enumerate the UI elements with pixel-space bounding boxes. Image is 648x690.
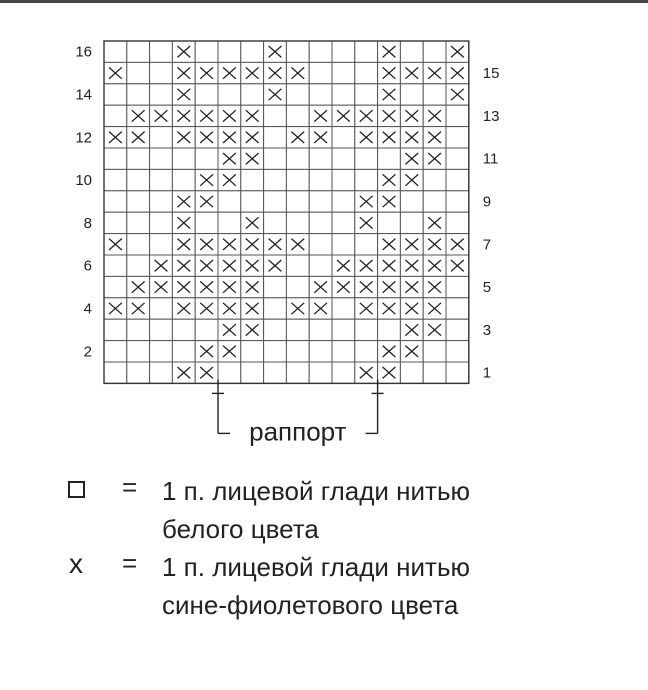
- row-number-right: 11: [482, 150, 499, 168]
- legend-equals: =: [122, 548, 138, 578]
- chart-cell: [127, 319, 150, 340]
- chart-cell: [150, 127, 173, 148]
- row-number-left: 16: [75, 43, 92, 61]
- chart-cell: [218, 41, 241, 62]
- chart-cell: [264, 298, 287, 319]
- chart-cell: [286, 255, 309, 276]
- chart-cell: [332, 169, 355, 190]
- chart-cell: [150, 362, 173, 383]
- chart-cell: [309, 41, 332, 62]
- chart-cell: [355, 341, 378, 362]
- chart-cell: [446, 362, 469, 383]
- chart-cell: [309, 319, 332, 340]
- row-number-left: 6: [83, 257, 92, 275]
- row-number-right: 15: [482, 65, 500, 83]
- chart-cell: [195, 41, 218, 62]
- chart-cell: [104, 105, 127, 126]
- chart-cell: [400, 84, 423, 105]
- chart-cell: [355, 148, 378, 169]
- chart-cell: [150, 234, 173, 255]
- legend-item-blue: [66, 548, 626, 628]
- chart-cell: [286, 105, 309, 126]
- chart-cell: [423, 341, 446, 362]
- row-number-right: 9: [482, 193, 492, 211]
- chart-cell: [241, 341, 264, 362]
- chart-cell: [104, 341, 127, 362]
- chart-cell: [150, 212, 173, 233]
- row-number-left: 14: [75, 86, 92, 104]
- chart-cell: [286, 212, 309, 233]
- chart-cell: [264, 127, 287, 148]
- chart-cell: [309, 255, 332, 276]
- square-symbol-icon: [66, 472, 106, 505]
- chart-cell: [218, 191, 241, 212]
- chart-cell: [195, 212, 218, 233]
- chart-cell: [286, 41, 309, 62]
- legend-line-1: 1 п. лицевой глади нитью: [162, 476, 470, 506]
- chart-cell: [127, 169, 150, 190]
- chart-cell: [172, 319, 195, 340]
- chart-cell: [127, 84, 150, 105]
- chart-cell: [150, 62, 173, 83]
- chart-cell: [104, 148, 127, 169]
- chart-cell: [264, 341, 287, 362]
- chart-cell: [332, 191, 355, 212]
- chart-cell: [104, 212, 127, 233]
- chart-cell: [446, 148, 469, 169]
- chart-cell: [446, 191, 469, 212]
- chart-cell: [104, 276, 127, 297]
- chart-cell: [446, 276, 469, 297]
- chart-cell: [309, 341, 332, 362]
- chart-cell: [172, 341, 195, 362]
- chart-cell: [195, 84, 218, 105]
- chart-cell: [446, 319, 469, 340]
- legend-line-1: 1 п. лицевой глади нитью: [162, 552, 470, 582]
- chart-cell: [241, 362, 264, 383]
- chart-cell: [104, 169, 127, 190]
- chart-cell: [127, 191, 150, 212]
- chart-cell: [241, 41, 264, 62]
- chart-cell: [378, 148, 401, 169]
- chart-cell: [264, 362, 287, 383]
- chart-cell: [241, 84, 264, 105]
- chart-cell: [241, 191, 264, 212]
- chart-cell: [104, 191, 127, 212]
- chart-cell: [423, 41, 446, 62]
- chart-cell: [423, 191, 446, 212]
- chart-cell: [150, 319, 173, 340]
- chart-cell: [378, 319, 401, 340]
- chart-cell: [332, 319, 355, 340]
- chart-cell: [104, 362, 127, 383]
- chart-cell: [127, 255, 150, 276]
- chart-cell: [150, 41, 173, 62]
- row-number-right: 7: [482, 236, 492, 254]
- chart-cell: [332, 212, 355, 233]
- row-number-left: 12: [75, 129, 92, 147]
- chart-cell: [264, 276, 287, 297]
- legend-line-2: сине-фиолетового цвета: [162, 590, 459, 620]
- chart-cell: [286, 169, 309, 190]
- chart-cell: [104, 41, 127, 62]
- row-number-right: 13: [482, 107, 500, 125]
- row-number-left: 4: [83, 300, 92, 318]
- chart-cell: [309, 148, 332, 169]
- chart-cell: [286, 276, 309, 297]
- chart-cell: [332, 41, 355, 62]
- chart-cell: [332, 148, 355, 169]
- chart-cell: [309, 62, 332, 83]
- repeat-label: раппорт: [249, 416, 347, 447]
- chart-cell: [150, 191, 173, 212]
- chart-cell: [218, 212, 241, 233]
- legend-line-2: белого цвета: [162, 514, 319, 544]
- chart-cell: [332, 234, 355, 255]
- row-number-left: 8: [83, 214, 92, 232]
- legend-text: [162, 548, 470, 624]
- chart-cell: [423, 362, 446, 383]
- chart-cell: [150, 148, 173, 169]
- chart-cell: [172, 169, 195, 190]
- chart-cell: [400, 41, 423, 62]
- chart-cell: [286, 319, 309, 340]
- chart-cell: [332, 298, 355, 319]
- chart-cell: [332, 84, 355, 105]
- chart-cell: [355, 62, 378, 83]
- chart-cell: [264, 212, 287, 233]
- chart-cell: [309, 169, 332, 190]
- chart-cell: [150, 84, 173, 105]
- row-number-left: 2: [83, 343, 92, 361]
- chart-cell: [355, 84, 378, 105]
- chart-cell: [446, 169, 469, 190]
- chart-cell: [218, 84, 241, 105]
- chart-cell: [446, 212, 469, 233]
- chart-cell: [446, 298, 469, 319]
- chart-cell: [446, 105, 469, 126]
- chart-cell: [286, 341, 309, 362]
- chart-cell: [150, 298, 173, 319]
- chart-cell: [332, 127, 355, 148]
- chart-cell: [355, 41, 378, 62]
- chart-cell: [218, 362, 241, 383]
- chart-cell: [286, 362, 309, 383]
- legend-text: [162, 472, 470, 548]
- chart-cell: [127, 41, 150, 62]
- chart-cell: [309, 191, 332, 212]
- legend-item-white: [66, 472, 626, 552]
- chart-cell: [150, 169, 173, 190]
- chart-cell: [104, 255, 127, 276]
- row-number-right: 3: [482, 321, 492, 339]
- chart-cell: [423, 84, 446, 105]
- chart-cell: [309, 234, 332, 255]
- chart-cell: [264, 319, 287, 340]
- chart-cell: [332, 341, 355, 362]
- chart-cell: [264, 169, 287, 190]
- chart-cell: [446, 127, 469, 148]
- chart-cell: [241, 169, 264, 190]
- chart-cell: [355, 234, 378, 255]
- row-number-left: 10: [75, 172, 92, 190]
- chart-cell: [150, 341, 173, 362]
- row-number-right: 1: [482, 364, 492, 382]
- chart-cell: [104, 84, 127, 105]
- chart-cell: [400, 362, 423, 383]
- legend-equals: =: [122, 472, 138, 502]
- row-number-right: 5: [482, 279, 492, 297]
- chart-cell: [172, 148, 195, 169]
- chart-cell: [309, 362, 332, 383]
- chart-cell: [423, 169, 446, 190]
- chart-cell: [127, 62, 150, 83]
- chart-cell: [127, 362, 150, 383]
- chart-cell: [264, 191, 287, 212]
- chart-cell: [446, 341, 469, 362]
- chart-cell: [378, 212, 401, 233]
- chart-cell: [264, 148, 287, 169]
- chart-cell: [104, 319, 127, 340]
- chart-cell: [309, 212, 332, 233]
- chart-cell: [195, 148, 218, 169]
- chart-cell: [127, 234, 150, 255]
- chart-cell: [355, 319, 378, 340]
- chart-cell: [400, 191, 423, 212]
- chart-cell: [286, 148, 309, 169]
- x-symbol-icon: x: [69, 548, 83, 579]
- chart-cell: [127, 212, 150, 233]
- chart-cell: [355, 169, 378, 190]
- chart-cell: [400, 212, 423, 233]
- chart-cell: [309, 84, 332, 105]
- chart-cell: [127, 341, 150, 362]
- chart-cell: [127, 148, 150, 169]
- chart-cell: [264, 105, 287, 126]
- chart-cell: [332, 362, 355, 383]
- chart-cell: [286, 84, 309, 105]
- chart-cell: [286, 191, 309, 212]
- chart-cell: [195, 319, 218, 340]
- chart-cell: [332, 62, 355, 83]
